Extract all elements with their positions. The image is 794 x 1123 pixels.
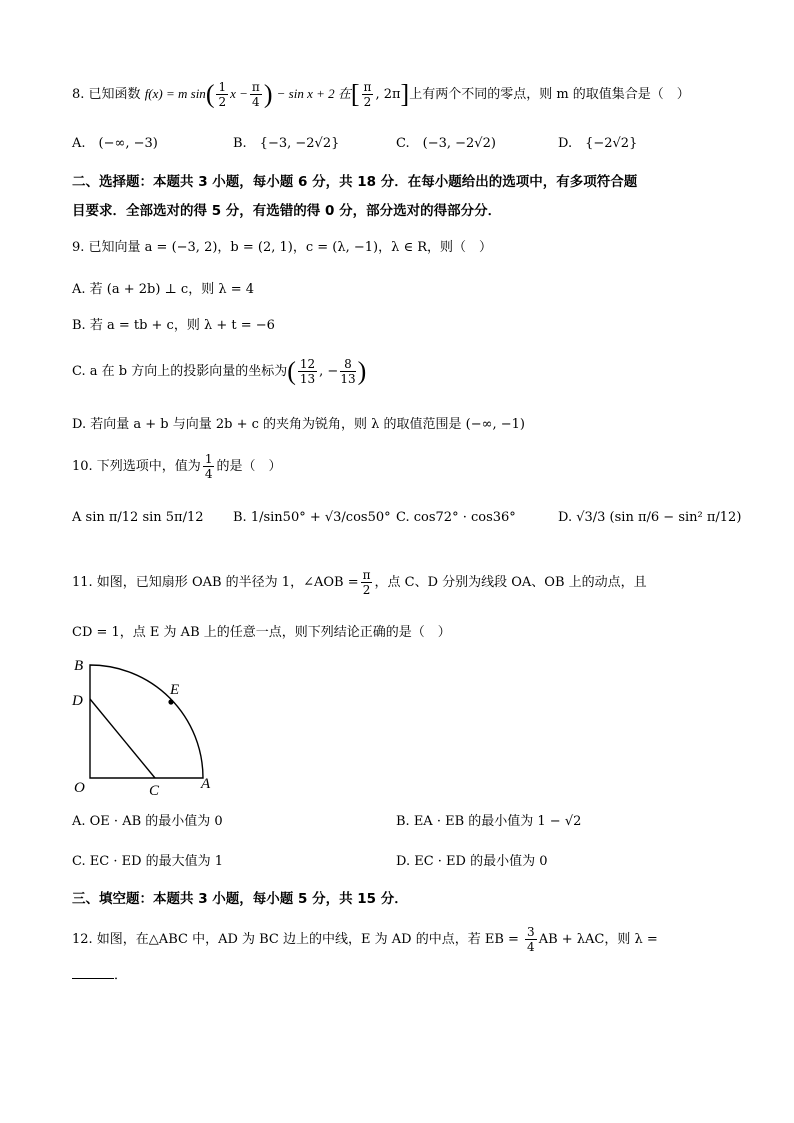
section2-heading-line2: 目要求．全部选对的得 5 分，有选错的得 0 分，部分选对的得部分分． bbox=[72, 203, 502, 219]
q10-stem: 10. 下列选项中，值为 $\frac{1}{4}$ 的是（ ） bbox=[72, 452, 282, 481]
q11-stem-line1: 11. 如图，已知扇形 OAB 的半径为 1，∠AOB = $\frac{\pi}{2}$ ，点 C、D 分别为线段 OA、OB 上的动点，且 bbox=[72, 568, 647, 597]
label-o: O bbox=[74, 780, 85, 796]
q8-stem: 8. 已知函数 f(x) = m sin( $\frac{1}{2}$ x − $\frac{\pi}{4}$ ) − sin x + 2 在[ $\frac{\pi}{2}$ , 2π]上有两个不同的零点，则 m 的取值集合是（ ） bbox=[72, 79, 690, 109]
q8-option-c: C. (−3, −2√2) bbox=[396, 136, 496, 151]
answer-blank-line[interactable] bbox=[72, 978, 114, 979]
sector-outline bbox=[90, 665, 203, 778]
label-b: B bbox=[74, 658, 84, 674]
q8-option-b: B. {−3, −2√2} bbox=[233, 136, 340, 151]
q11-option-d: D. EC · ED 的最小值为 0 bbox=[396, 854, 548, 869]
q9-stem: 9. 已知向量 a = (−3, 2)，b = (2, 1)，c = (λ, −1)，λ ∈ R，则（ ） bbox=[72, 240, 493, 255]
label-e: E bbox=[170, 682, 180, 698]
label-a: A bbox=[201, 776, 211, 792]
q12-stem: 12. 如图，在△ABC 中，AD 为 BC 边上的中线，E 为 AD 的中点，若 EB = $\frac{3}{4}$ AB + λAC，则 λ = bbox=[72, 925, 658, 954]
q9-option-a: A. 若 (a + 2b) ⊥ c，则 λ = 4 bbox=[72, 282, 255, 297]
q11-sector-figure bbox=[68, 655, 228, 800]
label-c: C bbox=[149, 783, 160, 799]
q8-option-a: A. (−∞, −3) bbox=[72, 136, 158, 151]
q10-option-d: D. √3/3 (sin π/6 − sin² π/12) bbox=[558, 510, 742, 525]
section2-heading-line1: 二、选择题：本题共 3 小题，每小题 6 分，共 18 分．在每小题给出的选项中，有多项符合题 bbox=[72, 174, 638, 190]
q8-option-d: D. {−2√2} bbox=[558, 136, 638, 151]
q10-option-b: B. 1/sin50° + √3/cos50° bbox=[233, 510, 391, 525]
section3-heading: 三、填空题：本题共 3 小题，每小题 5 分，共 15 分． bbox=[72, 891, 408, 907]
q11-option-a: A. OE · AB 的最小值为 0 bbox=[72, 814, 223, 829]
q11-option-b: B. EA · EB 的最小值为 1 − √2 bbox=[396, 814, 582, 829]
q9-option-d: D. 若向量 a + b 与向量 2b + c 的夹角为锐角，则 λ 的取值范围是 (−∞, −1) bbox=[72, 417, 525, 432]
q9-option-c: C. a 在 b 方向上的投影向量的坐标为( $\frac{12}{13}$ , − $\frac{8}{13}$ ) bbox=[72, 356, 367, 386]
point-e bbox=[168, 699, 173, 704]
segment-cd bbox=[90, 699, 155, 778]
q10-option-c: C. cos72° · cos36° bbox=[396, 510, 516, 525]
q11-stem-line2: CD = 1，点 E 为 AB 上的任意一点，则下列结论正确的是（ ） bbox=[72, 625, 451, 640]
q11-option-c: C. EC · ED 的最大值为 1 bbox=[72, 854, 224, 869]
q10-option-a: A sin π/12 sin 5π/12 bbox=[72, 510, 204, 525]
label-d: D bbox=[72, 693, 83, 709]
q12-answer-blank[interactable]: ． bbox=[72, 966, 127, 986]
q9-option-b: B. 若 a = tb + c，则 λ + t = −6 bbox=[72, 318, 275, 333]
